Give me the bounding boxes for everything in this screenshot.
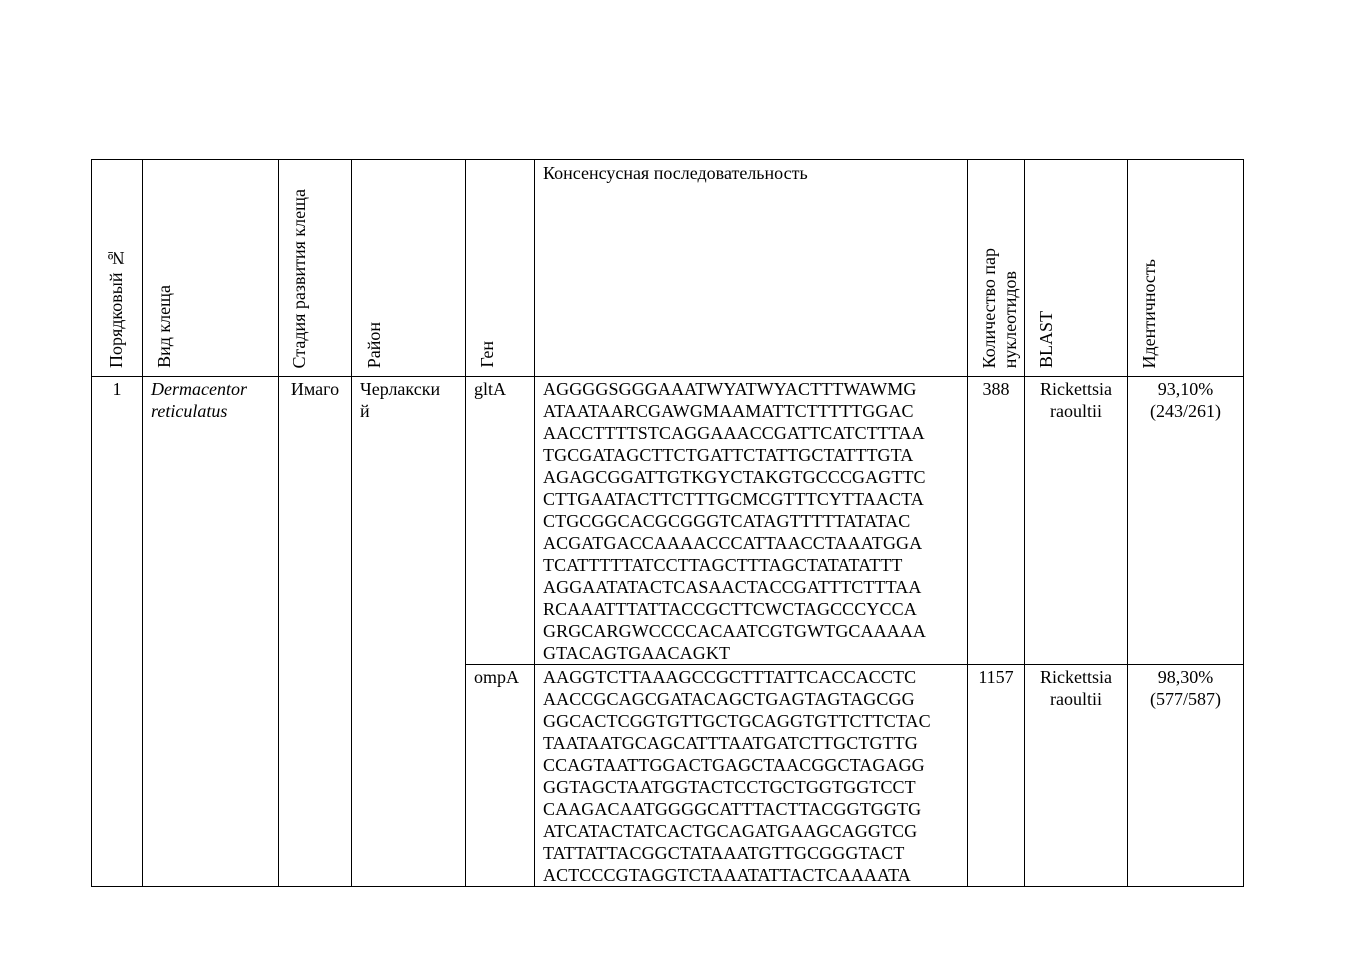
sequence-line: GTACAGTGAACAGKT xyxy=(543,643,731,663)
sequence-line: TGCGATAGCTTCTGATTCTATTGCTATTTGTA xyxy=(543,445,914,465)
header-row xyxy=(92,160,1244,377)
sequence-line: ATAATAARCGAWGMAAMATTCTTTTTGGAC xyxy=(543,401,914,421)
cell-gene-ompA: ompA xyxy=(466,665,535,887)
sequence-line: AGGAATATACTCASAACTACCGATTTCTTTAA xyxy=(543,577,922,597)
sequence-line: CAAGACAATGGGGCATTTACTTACGGTGGTG xyxy=(543,799,922,819)
blast-line1: Rickettsia xyxy=(1040,379,1112,399)
identity-percent: 93,10% xyxy=(1157,379,1214,399)
sequence-line: GRGCARGWCCCCACAATCGTGWTGCAAAAA xyxy=(543,621,927,641)
species-line2: reticulatus xyxy=(151,401,228,421)
blast-line2: raoultii xyxy=(1050,689,1102,709)
sequence-line: RCAAATTTATTACCGCTTCWCTAGCCCYCCA xyxy=(543,599,917,619)
identity-ratio: (243/261) xyxy=(1150,401,1221,421)
species-line1: Dermacentor xyxy=(151,379,247,399)
header-gene xyxy=(466,160,535,377)
cell-gene-gltA: gltA xyxy=(466,377,535,665)
header-consensus: Консенсусная последовательность xyxy=(535,160,968,377)
cell-bp-ompA: 1157 xyxy=(968,665,1025,887)
sequence-line: ATCATACTATCACTGCAGATGAAGCAGGTCG xyxy=(543,821,918,841)
cell-stage: Имаго xyxy=(279,377,352,887)
cell-bp-gltA: 388 xyxy=(968,377,1025,665)
header-gene-label: Ген xyxy=(477,341,497,368)
cell-district xyxy=(352,377,466,887)
header-district xyxy=(352,160,466,377)
header-bp-count-line1: Количество пар xyxy=(979,247,999,368)
results-table xyxy=(91,159,1244,887)
sequence-line: CTGCGGCACGCGGGTCATAGTTTTTATATAC xyxy=(543,511,911,531)
cell-sequence-ompA xyxy=(535,665,968,887)
header-num-label: Порядковый № xyxy=(106,248,126,368)
header-identity-label: Идентичность xyxy=(1139,258,1159,368)
cell-identity-gltA xyxy=(1128,377,1244,665)
header-bp-count-line2: нуклеотидов xyxy=(1000,270,1020,368)
header-blast-label: BLAST xyxy=(1036,310,1056,368)
cell-blast-gltA xyxy=(1025,377,1128,665)
sequence-line: GGTAGCTAATGGTACTCCTGCTGGTGGTCCT xyxy=(543,777,916,797)
sequence-line: GGCACTCGGTGTTGCTGCAGGTGTTCTTCTAC xyxy=(543,711,931,731)
blast-line1: Rickettsia xyxy=(1040,667,1112,687)
header-species-label: Вид клеща xyxy=(154,285,174,368)
header-num xyxy=(92,160,143,377)
district-line2: й xyxy=(360,401,370,421)
header-blast xyxy=(1025,160,1128,377)
header-stage xyxy=(279,160,352,377)
sequence-line: AGAGCGGATTGTKGYCTAKGTGCCCGAGTTC xyxy=(543,467,926,487)
sequence-line: ACTCCCGTAGGTCTAAATATTACTCAAAATA xyxy=(543,865,911,885)
table-row-gltA xyxy=(92,377,1244,665)
header-bp-count xyxy=(968,160,1025,377)
identity-percent: 98,30% xyxy=(1157,667,1214,687)
sequence-line: AACCTTTTSTCAGGAAACCGATTCATCTTTAA xyxy=(543,423,925,443)
cell-identity-ompA xyxy=(1128,665,1244,887)
cell-num: 1 xyxy=(92,377,143,887)
identity-ratio: (577/587) xyxy=(1150,689,1221,709)
cell-sequence-gltA xyxy=(535,377,968,665)
sequence-line: ACGATGACCAAAACCCATTAACCTAAATGGA xyxy=(543,533,923,553)
district-line1: Черлакски xyxy=(360,379,441,399)
sequence-line: TCATTTTTATCCTTAGCTTTAGCTATATATTT xyxy=(543,555,903,575)
cell-species xyxy=(143,377,279,887)
blast-line2: raoultii xyxy=(1050,401,1102,421)
header-species xyxy=(143,160,279,377)
sequence-line: CCAGTAATTGGACTGAGCTAACGGCTAGAGG xyxy=(543,755,925,775)
sequence-line: AAGGTCTTAAAGCCGCTTTATTCACCACCTC xyxy=(543,667,917,687)
sequence-line: AACCGCAGCGATACAGCTGAGTAGTAGCGG xyxy=(543,689,915,709)
header-district-label: Район xyxy=(364,321,384,368)
sequence-line: AGGGGSGGGAAATWYATWYACTTTWAWMG xyxy=(543,379,917,399)
header-stage-label: Стадия развития клеща xyxy=(289,188,309,368)
sequence-line: TATTATTACGGCTATAAATGTTGCGGGTACT xyxy=(543,843,905,863)
header-identity xyxy=(1128,160,1244,377)
sequence-line: CTTGAATACTTCTTTGCMCGTTTCYTTAACTA xyxy=(543,489,924,509)
sequence-line: TAATAATGCAGCATTTAATGATCTTGCTGTTG xyxy=(543,733,918,753)
cell-blast-ompA xyxy=(1025,665,1128,887)
